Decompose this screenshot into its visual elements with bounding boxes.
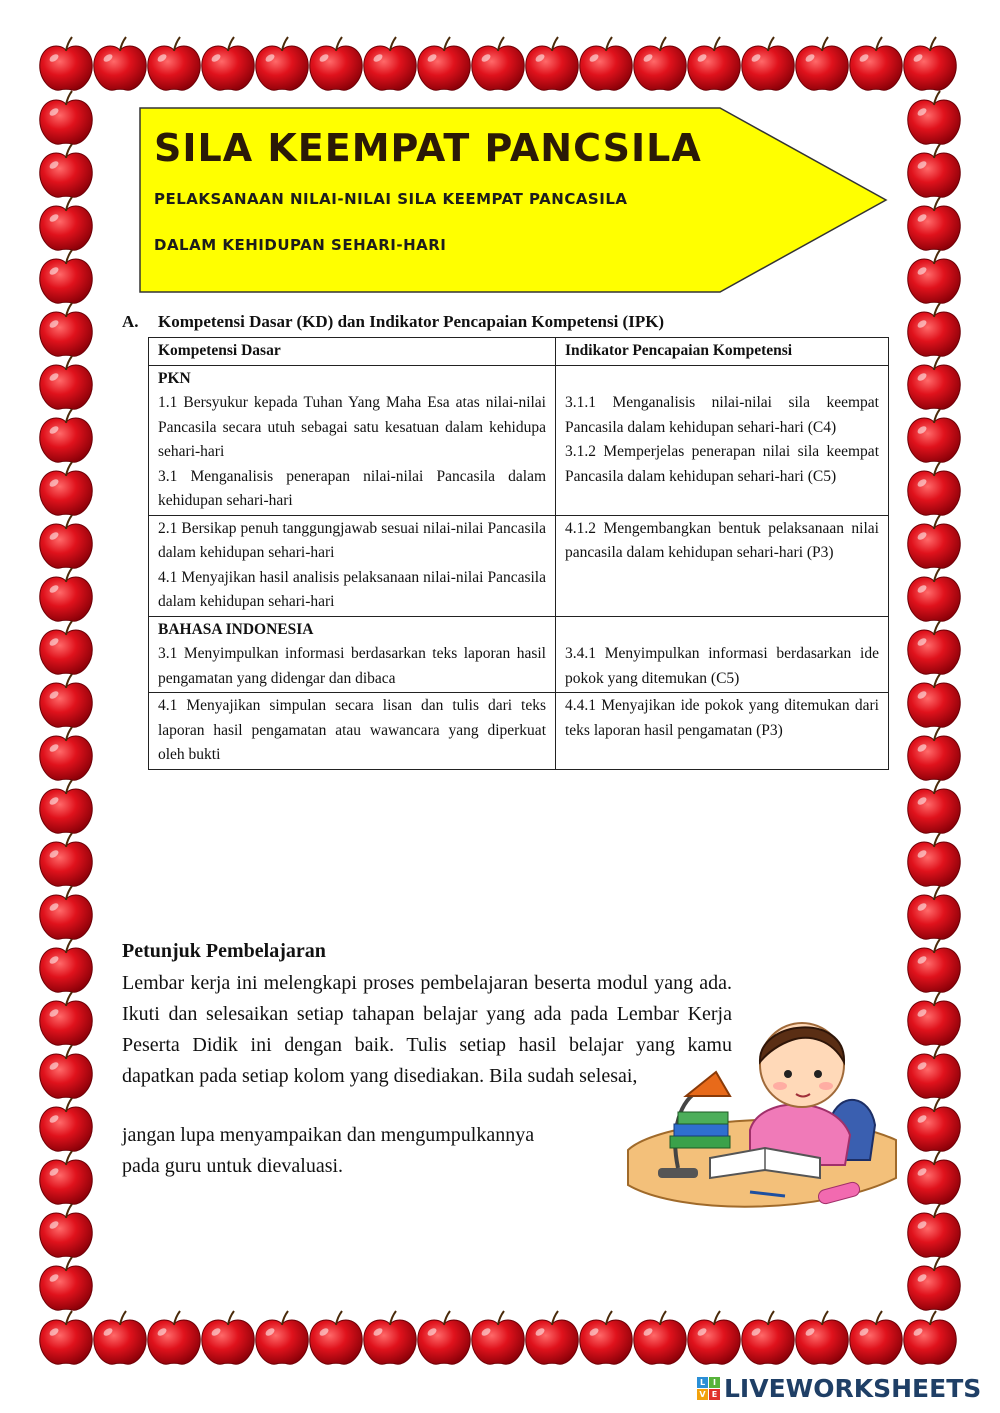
kd-item: 2.1 Bersikap penuh tanggungjawab sesuai nilai-nilai Pancasila dalam kehidupan sehari-hari [158,519,546,561]
apple-decoration [850,37,902,90]
table-header-row [149,338,889,366]
apple-decoration [40,992,92,1045]
apple-decoration [40,1204,92,1257]
subject-label: BAHASA INDONESIA [158,620,314,638]
lamp-base [658,1168,698,1178]
apple-decoration [40,356,92,409]
apple-decoration [908,886,960,939]
apple-decoration [40,1098,92,1151]
apple-decoration [850,1311,902,1364]
apple-decoration [40,1151,92,1204]
logo-letter: L [697,1377,708,1388]
apple-decoration [40,1311,92,1364]
apple-decoration [908,1151,960,1204]
kd-cell [149,693,556,770]
subject-label: PKN [158,369,191,387]
kd-item: 3.1 Menganalisis penerapan nilai-nilai Pancasila dalam kehidupan sehari-hari [158,467,546,509]
apple-decoration [908,833,960,886]
apple-decoration [634,1311,686,1364]
apple-decoration [310,1311,362,1364]
ipk-cell [556,693,889,770]
apple-decoration [908,1045,960,1098]
apple-decoration [908,144,960,197]
table-row [149,515,889,616]
ipk-item: 3.1.2 Memperjelas penerapan nilai sila keempat Pancasila dalam kehidupan sehari-hari (C5) [565,443,879,485]
ipk-item: 3.1.1 Menganalisis nilai-nilai sila keempat Pancasila dalam kehidupan sehari-hari (C4) [565,394,879,436]
liveworksheets-logo [697,1374,981,1403]
logo-letter: I [709,1377,720,1388]
apple-decoration [40,939,92,992]
ipk-cell [556,616,889,693]
apple-decoration [40,91,92,144]
apple-decoration [796,1311,848,1364]
worksheet-subtitle-line-2: DALAM KEHIDUPAN SEHARI-HARI [154,236,447,254]
apple-decoration [742,1311,794,1364]
apple-decoration [40,674,92,727]
apple-decoration [908,250,960,303]
apple-decoration [908,568,960,621]
apple-decoration [40,621,92,674]
apple-decoration [908,780,960,833]
apple-decoration [472,1311,524,1364]
ipk-item: 4.4.1 Menyajikan ide pokok yang ditemukan dari teks laporan hasil pengamatan (P3) [565,697,879,739]
instructions-heading: Petunjuk Pembelajaran [122,940,326,962]
table-row [149,616,889,693]
section-heading [122,312,664,332]
apple-decoration [908,515,960,568]
apple-decoration [908,1257,960,1310]
apple-decoration [908,462,960,515]
logo-mark [697,1377,720,1400]
instructions-line: jangan lupa menyampaikan dan mengumpulkannya [122,1124,535,1146]
kd-item: 1.1 Bersyukur kepada Tuhan Yang Maha Esa atas nilai-nilai Pancasila secara utuh sebagai satu kesatuan dalam kehidupa sehari-hari [158,394,546,460]
apple-decoration [908,409,960,462]
kd-item: 3.1 Menyimpulkan informasi berdasarkan teks laporan hasil pengamatan yang didengar dan dibaca [158,645,546,687]
apple-decoration [526,37,578,90]
apple-decoration [40,303,92,356]
apple-decoration [634,37,686,90]
apple-decoration [688,37,740,90]
apple-decoration [40,409,92,462]
apple-decoration [202,37,254,90]
apple-decoration [94,1311,146,1364]
apple-decoration [40,197,92,250]
apple-decoration [526,1311,578,1364]
apple-decoration [904,1311,956,1364]
apple-decoration [40,462,92,515]
instructions-line: pada guru untuk dievaluasi. [122,1155,344,1177]
apple-decoration [908,992,960,1045]
ipk-item: 4.1.2 Mengembangkan bentuk pelaksanaan nilai pancasila dalam kehidupan sehari-hari (P3) [565,519,879,561]
apple-decoration [908,939,960,992]
apple-decoration [40,515,92,568]
spacer [565,618,879,643]
apple-decoration [580,1311,632,1364]
table-row [149,365,889,515]
apple-decoration [742,37,794,90]
apple-decoration [148,1311,200,1364]
apple-decoration [256,37,308,90]
apple-decoration [202,1311,254,1364]
apple-decoration [94,37,146,90]
apple-decoration [418,1311,470,1364]
apple-decoration [418,37,470,90]
apple-decoration [40,1257,92,1310]
instructions-paragraph: Lembar kerja ini melengkapi proses pembelajaran beserta modul yang ada. Ikuti dan selesaikan setiap tahapan belajar yang ada pada Lembar Kerja Peserta Didik ini dengan baik. Tulis setiap hasil belajar yang kamu dapatkan pada setiap kolom yang disediakan. Bila sudah selesai, [122,972,732,1087]
ipk-item: 3.4.1 Menyimpulkan informasi berdasarkan ide pokok yang ditemukan (C5) [565,645,879,687]
table-header-ipk: Indikator Pencapaian Kompetensi [556,338,889,366]
apple-decoration [796,37,848,90]
apple-decoration [472,37,524,90]
apple-decoration [40,568,92,621]
apple-decoration [904,37,956,90]
apple-decoration [40,833,92,886]
competency-table [148,337,889,770]
kd-cell [149,365,556,515]
worksheet-subtitle-line-1: PELAKSANAAN NILAI-NILAI SILA KEEMPAT PANCASILA [154,190,628,208]
apple-decoration [908,356,960,409]
section-number: A. [122,312,139,331]
apple-decoration [908,303,960,356]
apple-decoration [40,780,92,833]
worksheet-title: SILA KEEMPAT PANCSILA [154,126,702,170]
table-header-kd: Kompetensi Dasar [149,338,556,366]
kd-cell [149,515,556,616]
student-reading-illustration [620,1000,900,1220]
apple-decoration [40,886,92,939]
apple-decoration [148,37,200,90]
apple-decoration [256,1311,308,1364]
apple-decoration [908,674,960,727]
spacer [565,367,879,392]
apple-decoration [310,37,362,90]
apple-decoration [40,727,92,780]
logo-text: LIVEWORKSHEETS [724,1374,982,1403]
apple-decoration [580,37,632,90]
ipk-cell [556,365,889,515]
apple-decoration [908,91,960,144]
apple-decoration [40,144,92,197]
apple-decoration [40,250,92,303]
kd-item: 4.1 Menyajikan hasil analisis pelaksanaan nilai-nilai Pancasila dalam kehidupan sehari-hari [158,568,546,610]
apple-decoration [40,37,92,90]
apple-decoration [908,727,960,780]
apple-decoration [908,621,960,674]
section-title: Kompetensi Dasar (KD) dan Indikator Pencapaian Kompetensi (IPK) [158,312,665,331]
apple-decoration [908,1098,960,1151]
logo-letter: E [709,1389,720,1400]
ipk-cell [556,515,889,616]
logo-letter: V [697,1389,708,1400]
apple-decoration [908,197,960,250]
apple-decoration [40,1045,92,1098]
apple-decoration [688,1311,740,1364]
kd-cell [149,616,556,693]
apple-decoration [908,1204,960,1257]
apple-decoration [364,37,416,90]
kd-item: 4.1 Menyajikan simpulan secara lisan dan tulis dari teks laporan hasil pengamatan atau wawancara yang diperkuat oleh bukti [158,697,546,763]
table-row [149,693,889,770]
apple-decoration [364,1311,416,1364]
